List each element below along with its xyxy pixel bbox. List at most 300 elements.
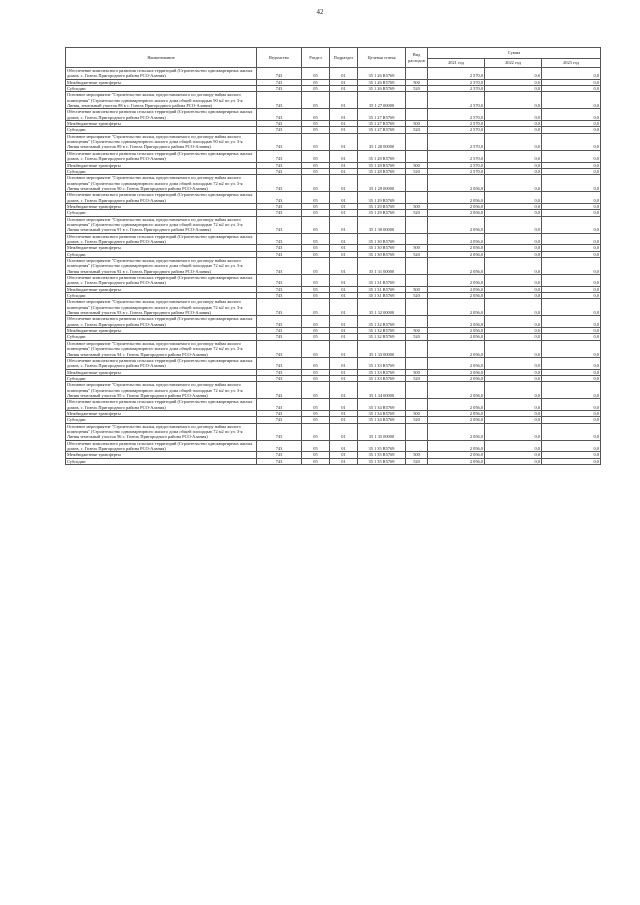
cell-ministry: 743 (257, 210, 302, 216)
cell-ministry: 743 (257, 334, 302, 340)
cell-expense-type: 500 (406, 245, 428, 251)
cell-target: 35 1 35 R5769 (358, 452, 406, 458)
cell-sum-2023: 0,0 (542, 316, 601, 328)
cell-target: 35 1 34 R5769 (358, 399, 406, 411)
cell-sum-2022: 0,0 (485, 92, 542, 109)
cell-ministry: 743 (257, 423, 302, 440)
cell-expense-type: 520 (406, 293, 428, 299)
cell-ministry: 743 (257, 92, 302, 109)
cell-sum-2023: 0,0 (542, 150, 601, 162)
col-header-sum: Сумма (428, 48, 601, 59)
cell-sum-2021: 2 570,0 (428, 168, 485, 174)
col-header-ministry: Ведомство (257, 48, 302, 68)
cell-name: Субсидии (66, 417, 257, 423)
cell-ministry: 743 (257, 275, 302, 287)
cell-sum-2021: 2 570,0 (428, 68, 485, 80)
cell-sum-2022: 0,0 (485, 245, 542, 251)
cell-target: 35 1 32 00000 (358, 299, 406, 316)
cell-expense-type: 520 (406, 168, 428, 174)
cell-target: 35 1 30 R5769 (358, 251, 406, 257)
cell-sum-2021: 2 570,0 (428, 109, 485, 121)
cell-subsection: 01 (330, 423, 358, 440)
cell-expense-type: 500 (406, 369, 428, 375)
cell-sum-2021: 2 056,0 (428, 175, 485, 192)
col-header-target: Целевая статья (358, 48, 406, 68)
cell-subsection: 01 (330, 369, 358, 375)
cell-expense-type (406, 216, 428, 233)
cell-section: 05 (302, 423, 330, 440)
cell-section: 05 (302, 334, 330, 340)
cell-expense-type (406, 423, 428, 440)
table-row (66, 423, 601, 440)
cell-sum-2023: 0,0 (542, 203, 601, 209)
table-row (66, 92, 601, 109)
cell-expense-type: 520 (406, 334, 428, 340)
cell-sum-2021: 2 056,0 (428, 417, 485, 423)
cell-sum-2022: 0,0 (485, 369, 542, 375)
cell-sum-2023: 0,0 (542, 109, 601, 121)
cell-sum-2022: 0,0 (485, 192, 542, 204)
cell-sum-2023: 0,0 (542, 251, 601, 257)
cell-section: 05 (302, 258, 330, 275)
cell-section: 05 (302, 192, 330, 204)
cell-section: 05 (302, 86, 330, 92)
cell-name: Межбюджетные трансферты (66, 369, 257, 375)
cell-sum-2021: 2 056,0 (428, 410, 485, 416)
cell-sum-2021: 2 056,0 (428, 399, 485, 411)
cell-sum-2022: 0,0 (485, 79, 542, 85)
cell-expense-type (406, 133, 428, 150)
cell-target: 35 1 31 R5769 (358, 275, 406, 287)
cell-target: 35 1 28 R5769 (358, 168, 406, 174)
cell-sum-2022: 0,0 (485, 293, 542, 299)
cell-sum-2022: 0,0 (485, 251, 542, 257)
cell-target: 35 1 30 00000 (358, 216, 406, 233)
cell-section: 05 (302, 440, 330, 452)
cell-name: Обеспечение комплексного развития сельских территорий (Строительство одноквартирных жилых домов, с. Гизель Пригородного района РСО-Алания) (66, 150, 257, 162)
cell-target: 35 1 26 R5769 (358, 86, 406, 92)
cell-sum-2022: 0,0 (485, 417, 542, 423)
cell-sum-2023: 0,0 (542, 382, 601, 399)
cell-sum-2022: 0,0 (485, 216, 542, 233)
cell-sum-2022: 0,0 (485, 458, 542, 464)
cell-name: Субсидии (66, 293, 257, 299)
cell-name: Основное мероприятие "Строительство жилья, предоставляемого по договору найма жилого помещения" (Строительство одноквартирного жилого дома общей площадью 72 м2 по ул. 3-я Линия земельный участок 93 в с. Гизель Пригородного района РСО-Алания) (66, 299, 257, 316)
col-header-subsection: Подраздел (330, 48, 358, 68)
cell-expense-type: 520 (406, 375, 428, 381)
cell-sum-2023: 0,0 (542, 293, 601, 299)
cell-section: 05 (302, 293, 330, 299)
cell-name: Основное мероприятие "Строительство жилья, предоставляемого по договору найма жилого помещения" (Строительство одноквартирного жилого дома общей площадью 72 м2 по ул. 3-я Линия земельный участок 96 с. Гизель Пригородного района РСО-Алания) (66, 423, 257, 440)
cell-target: 35 1 32 R5769 (358, 316, 406, 328)
cell-sum-2023: 0,0 (542, 423, 601, 440)
cell-sum-2023: 0,0 (542, 258, 601, 275)
cell-target: 35 1 27 00000 (358, 92, 406, 109)
cell-expense-type (406, 382, 428, 399)
cell-subsection: 01 (330, 233, 358, 245)
cell-expense-type: 520 (406, 86, 428, 92)
cell-name: Основное мероприятие "Строительство жилья, предоставляемого по договору найма жилого помещения" (Строительство одноквартирного жилого дома общей площадью 72 м2 по ул. 3-я Линия земельный участок 95 с. Гизель Пригородного района РСО-Алания) (66, 382, 257, 399)
cell-target: 35 1 29 00000 (358, 175, 406, 192)
cell-ministry: 743 (257, 458, 302, 464)
cell-sum-2021: 2 056,0 (428, 458, 485, 464)
cell-section: 05 (302, 299, 330, 316)
cell-section: 05 (302, 68, 330, 80)
cell-name: Обеспечение комплексного развития сельских территорий (Строительство одноквартирных жилых домов, с. Гизель Пригородного района РСО-Алания) (66, 357, 257, 369)
cell-subsection: 01 (330, 299, 358, 316)
cell-expense-type (406, 299, 428, 316)
cell-expense-type: 520 (406, 251, 428, 257)
cell-target: 35 1 29 R5769 (358, 203, 406, 209)
cell-expense-type (406, 150, 428, 162)
cell-ministry: 743 (257, 293, 302, 299)
cell-name: Обеспечение комплексного развития сельских территорий (Строительство одноквартирных жилых домов, с. Гизель Пригородного района РСО-Алания) (66, 275, 257, 287)
cell-subsection: 01 (330, 258, 358, 275)
cell-sum-2023: 0,0 (542, 410, 601, 416)
cell-ministry: 743 (257, 286, 302, 292)
cell-target: 35 1 31 00000 (358, 258, 406, 275)
cell-subsection: 01 (330, 168, 358, 174)
cell-subsection: 01 (330, 452, 358, 458)
cell-sum-2021: 2 056,0 (428, 369, 485, 375)
table-header (66, 48, 601, 68)
cell-expense-type: 500 (406, 79, 428, 85)
cell-ministry: 743 (257, 192, 302, 204)
cell-name: Обеспечение комплексного развития сельских территорий (Строительство одноквартирных жилых домов, с. Гизель Пригородного района РСО-Алания) (66, 399, 257, 411)
cell-subsection: 01 (330, 275, 358, 287)
cell-sum-2022: 0,0 (485, 340, 542, 357)
cell-section: 05 (302, 162, 330, 168)
cell-sum-2022: 0,0 (485, 258, 542, 275)
cell-sum-2022: 0,0 (485, 86, 542, 92)
cell-ministry: 743 (257, 133, 302, 150)
cell-sum-2022: 0,0 (485, 121, 542, 127)
cell-sum-2023: 0,0 (542, 127, 601, 133)
cell-subsection: 01 (330, 68, 358, 80)
cell-sum-2022: 0,0 (485, 68, 542, 80)
cell-expense-type: 520 (406, 210, 428, 216)
cell-sum-2022: 0,0 (485, 299, 542, 316)
cell-target: 35 1 35 00000 (358, 423, 406, 440)
cell-sum-2023: 0,0 (542, 92, 601, 109)
cell-name: Межбюджетные трансферты (66, 162, 257, 168)
cell-target: 35 1 27 R5769 (358, 127, 406, 133)
cell-section: 05 (302, 369, 330, 375)
cell-name: Основное мероприятие "Строительство жилья, предоставляемого по договору найма жилого помещения" (Строительство одноквартирного жилого дома общей площадью 72 м2 по ул. 3-я Линия земельный участок 90 с. Гизель Пригородного района РСО-Алания) (66, 175, 257, 192)
cell-ministry: 743 (257, 175, 302, 192)
cell-expense-type (406, 275, 428, 287)
cell-target: 35 1 26 R5769 (358, 79, 406, 85)
cell-sum-2023: 0,0 (542, 417, 601, 423)
cell-sum-2021: 2 570,0 (428, 127, 485, 133)
cell-expense-type (406, 92, 428, 109)
cell-target: 35 1 28 R5769 (358, 150, 406, 162)
cell-sum-2021: 2 056,0 (428, 452, 485, 458)
cell-target: 35 1 29 R5769 (358, 192, 406, 204)
cell-expense-type: 500 (406, 121, 428, 127)
cell-subsection: 01 (330, 458, 358, 464)
cell-target: 35 1 33 00000 (358, 340, 406, 357)
cell-sum-2022: 0,0 (485, 275, 542, 287)
cell-sum-2021: 2 056,0 (428, 275, 485, 287)
cell-sum-2021: 2 570,0 (428, 92, 485, 109)
cell-name: Субсидии (66, 86, 257, 92)
cell-subsection: 01 (330, 410, 358, 416)
cell-sum-2021: 2 570,0 (428, 150, 485, 162)
cell-sum-2022: 0,0 (485, 440, 542, 452)
cell-target: 35 1 27 R5769 (358, 109, 406, 121)
cell-sum-2022: 0,0 (485, 382, 542, 399)
cell-target: 35 1 31 R5769 (358, 293, 406, 299)
cell-name: Основное мероприятие "Строительство жилья, предоставляемого по договору найма жилого помещения" (Строительство одноквартирного жилого дома общей площадью 72 м2 по ул. 3-я Линия земельный участок 94 с. Гизель Пригородного района РСО-Алания) (66, 340, 257, 357)
cell-subsection: 01 (330, 79, 358, 85)
cell-section: 05 (302, 121, 330, 127)
cell-subsection: 01 (330, 150, 358, 162)
cell-target: 35 1 32 R5769 (358, 328, 406, 334)
cell-target: 35 1 35 R5769 (358, 458, 406, 464)
cell-target: 35 1 35 R5769 (358, 440, 406, 452)
cell-sum-2022: 0,0 (485, 168, 542, 174)
cell-sum-2022: 0,0 (485, 175, 542, 192)
cell-name: Межбюджетные трансферты (66, 410, 257, 416)
col-header-expense-type: Вид расходов (406, 48, 428, 68)
cell-ministry: 743 (257, 162, 302, 168)
cell-ministry: 743 (257, 375, 302, 381)
cell-ministry: 743 (257, 299, 302, 316)
cell-sum-2021: 2 056,0 (428, 340, 485, 357)
cell-sum-2021: 2 056,0 (428, 299, 485, 316)
cell-section: 05 (302, 316, 330, 328)
cell-ministry: 743 (257, 79, 302, 85)
cell-name: Межбюджетные трансферты (66, 286, 257, 292)
cell-section: 05 (302, 251, 330, 257)
cell-sum-2021: 2 056,0 (428, 357, 485, 369)
cell-sum-2021: 2 056,0 (428, 251, 485, 257)
cell-sum-2023: 0,0 (542, 399, 601, 411)
cell-name: Межбюджетные трансферты (66, 245, 257, 251)
cell-subsection: 01 (330, 328, 358, 334)
table-body (66, 68, 601, 465)
cell-sum-2021: 2 056,0 (428, 375, 485, 381)
cell-section: 05 (302, 340, 330, 357)
cell-expense-type (406, 68, 428, 80)
cell-expense-type: 520 (406, 458, 428, 464)
cell-sum-2023: 0,0 (542, 299, 601, 316)
cell-sum-2023: 0,0 (542, 86, 601, 92)
cell-subsection: 01 (330, 334, 358, 340)
cell-section: 05 (302, 109, 330, 121)
cell-target: 35 1 33 R5769 (358, 375, 406, 381)
cell-target: 35 1 26 R5769 (358, 68, 406, 80)
cell-ministry: 743 (257, 68, 302, 80)
cell-target: 35 1 34 R5769 (358, 417, 406, 423)
cell-sum-2023: 0,0 (542, 369, 601, 375)
cell-name: Межбюджетные трансферты (66, 328, 257, 334)
cell-sum-2022: 0,0 (485, 233, 542, 245)
cell-sum-2022: 0,0 (485, 109, 542, 121)
cell-sum-2022: 0,0 (485, 150, 542, 162)
cell-name: Обеспечение комплексного развития сельских территорий (Строительство одноквартирных жилых домов, с. Гизель Пригородного района РСО-Алания) (66, 192, 257, 204)
cell-sum-2021: 2 056,0 (428, 286, 485, 292)
cell-subsection: 01 (330, 417, 358, 423)
table-row (66, 458, 601, 464)
cell-section: 05 (302, 245, 330, 251)
cell-sum-2021: 2 056,0 (428, 203, 485, 209)
cell-sum-2022: 0,0 (485, 334, 542, 340)
cell-section: 05 (302, 216, 330, 233)
cell-sum-2023: 0,0 (542, 458, 601, 464)
cell-sum-2022: 0,0 (485, 328, 542, 334)
cell-section: 05 (302, 410, 330, 416)
cell-sum-2023: 0,0 (542, 440, 601, 452)
cell-ministry: 743 (257, 245, 302, 251)
cell-name: Межбюджетные трансферты (66, 79, 257, 85)
cell-ministry: 743 (257, 357, 302, 369)
cell-ministry: 743 (257, 369, 302, 375)
cell-sum-2022: 0,0 (485, 210, 542, 216)
cell-target: 35 1 33 R5769 (358, 369, 406, 375)
cell-subsection: 01 (330, 192, 358, 204)
cell-name: Субсидии (66, 251, 257, 257)
cell-name: Обеспечение комплексного развития сельских территорий (Строительство одноквартирных жилых домов, с. Гизель Пригородного района РСО-Алания) (66, 109, 257, 121)
cell-subsection: 01 (330, 216, 358, 233)
cell-section: 05 (302, 92, 330, 109)
budget-table (65, 47, 601, 465)
cell-name: Основное мероприятие "Строительство жилья, предоставляемого по договору найма жилого помещения" (Строительство одноквартирного жилого дома общей площадью 90 м2 по ул. 3-я Линия земельный участок 89 в с. Гизель Пригородного района РСО-Алания) (66, 133, 257, 150)
table-row (66, 150, 601, 162)
cell-ministry: 743 (257, 440, 302, 452)
cell-target: 35 1 30 R5769 (358, 233, 406, 245)
cell-expense-type: 500 (406, 203, 428, 209)
cell-ministry: 743 (257, 328, 302, 334)
cell-subsection: 01 (330, 245, 358, 251)
cell-name: Межбюджетные трансферты (66, 203, 257, 209)
cell-sum-2023: 0,0 (542, 233, 601, 245)
cell-sum-2021: 2 056,0 (428, 210, 485, 216)
cell-section: 05 (302, 286, 330, 292)
cell-name: Основное мероприятие "Строительство жилья, предоставляемого по договору найма жилого помещения" (Строительство одноквартирного жилого дома общей площадью 90 м2 по ул. 3-я Линия, земельный участок 88 в с. Гизель Пригородного района РСО-Алания) (66, 92, 257, 109)
cell-target: 35 1 31 R5769 (358, 286, 406, 292)
cell-name: Обеспечение комплексного развития сельских территорий (Строительство одноквартирных жилых домов, с. Гизель Пригородного района РСО-Алания) (66, 440, 257, 452)
cell-expense-type: 500 (406, 162, 428, 168)
cell-subsection: 01 (330, 210, 358, 216)
cell-subsection: 01 (330, 357, 358, 369)
cell-section: 05 (302, 79, 330, 85)
cell-ministry: 743 (257, 258, 302, 275)
cell-sum-2022: 0,0 (485, 162, 542, 168)
cell-name: Субсидии (66, 334, 257, 340)
cell-subsection: 01 (330, 293, 358, 299)
cell-expense-type (406, 340, 428, 357)
cell-ministry: 743 (257, 121, 302, 127)
cell-ministry: 743 (257, 86, 302, 92)
cell-expense-type (406, 440, 428, 452)
cell-expense-type (406, 192, 428, 204)
cell-section: 05 (302, 375, 330, 381)
cell-sum-2021: 2 056,0 (428, 258, 485, 275)
col-header-section: Раздел (302, 48, 330, 68)
cell-target: 35 1 34 R5769 (358, 410, 406, 416)
cell-target: 35 1 33 R5769 (358, 357, 406, 369)
cell-section: 05 (302, 175, 330, 192)
cell-subsection: 01 (330, 382, 358, 399)
cell-name: Межбюджетные трансферты (66, 452, 257, 458)
table-row (66, 340, 601, 357)
table-row (66, 216, 601, 233)
col-header-year-2023: 2023 год (542, 59, 601, 68)
cell-expense-type (406, 357, 428, 369)
cell-section: 05 (302, 168, 330, 174)
page-number: 42 (316, 8, 324, 16)
cell-ministry: 743 (257, 399, 302, 411)
cell-ministry: 743 (257, 382, 302, 399)
cell-name: Основное мероприятие "Строительство жилья, предоставляемого по договору найма жилого помещения" (Строительство одноквартирного жилого дома общей площадью 72 м2 по ул. 3-я Линия земельный участок 91 в с. Гизель Пригородного района РСО-Алания) (66, 216, 257, 233)
cell-sum-2021: 2 056,0 (428, 382, 485, 399)
col-header-name: Наименование (66, 48, 257, 68)
cell-sum-2022: 0,0 (485, 423, 542, 440)
cell-sum-2021: 2 056,0 (428, 216, 485, 233)
table-row (66, 440, 601, 452)
col-header-year-2022: 2022 год (485, 59, 542, 68)
cell-ministry: 743 (257, 316, 302, 328)
cell-subsection: 01 (330, 133, 358, 150)
cell-sum-2023: 0,0 (542, 216, 601, 233)
table-row (66, 299, 601, 316)
cell-target: 35 1 30 R5769 (358, 245, 406, 251)
cell-subsection: 01 (330, 86, 358, 92)
cell-sum-2023: 0,0 (542, 133, 601, 150)
table-row (66, 382, 601, 399)
cell-expense-type: 520 (406, 127, 428, 133)
cell-sum-2023: 0,0 (542, 192, 601, 204)
cell-expense-type: 520 (406, 417, 428, 423)
cell-section: 05 (302, 382, 330, 399)
cell-sum-2022: 0,0 (485, 127, 542, 133)
cell-ministry: 743 (257, 168, 302, 174)
cell-subsection: 01 (330, 440, 358, 452)
cell-subsection: 01 (330, 375, 358, 381)
cell-expense-type (406, 316, 428, 328)
cell-sum-2023: 0,0 (542, 162, 601, 168)
cell-sum-2023: 0,0 (542, 340, 601, 357)
cell-expense-type: 500 (406, 410, 428, 416)
cell-subsection: 01 (330, 175, 358, 192)
cell-expense-type (406, 109, 428, 121)
cell-expense-type (406, 233, 428, 245)
cell-sum-2023: 0,0 (542, 286, 601, 292)
cell-ministry: 743 (257, 251, 302, 257)
table-row (66, 316, 601, 328)
cell-ministry: 743 (257, 127, 302, 133)
cell-sum-2021: 2 056,0 (428, 334, 485, 340)
cell-sum-2021: 2 056,0 (428, 192, 485, 204)
cell-sum-2021: 2 056,0 (428, 440, 485, 452)
cell-section: 05 (302, 275, 330, 287)
cell-sum-2021: 2 570,0 (428, 133, 485, 150)
cell-sum-2022: 0,0 (485, 410, 542, 416)
table-row (66, 357, 601, 369)
cell-name: Субсидии (66, 127, 257, 133)
cell-expense-type: 500 (406, 286, 428, 292)
col-header-year-2021: 2021 год (428, 59, 485, 68)
cell-sum-2022: 0,0 (485, 316, 542, 328)
cell-sum-2022: 0,0 (485, 375, 542, 381)
cell-sum-2022: 0,0 (485, 399, 542, 411)
table-row (66, 192, 601, 204)
cell-ministry: 743 (257, 216, 302, 233)
cell-section: 05 (302, 150, 330, 162)
cell-target: 35 1 27 R5769 (358, 121, 406, 127)
